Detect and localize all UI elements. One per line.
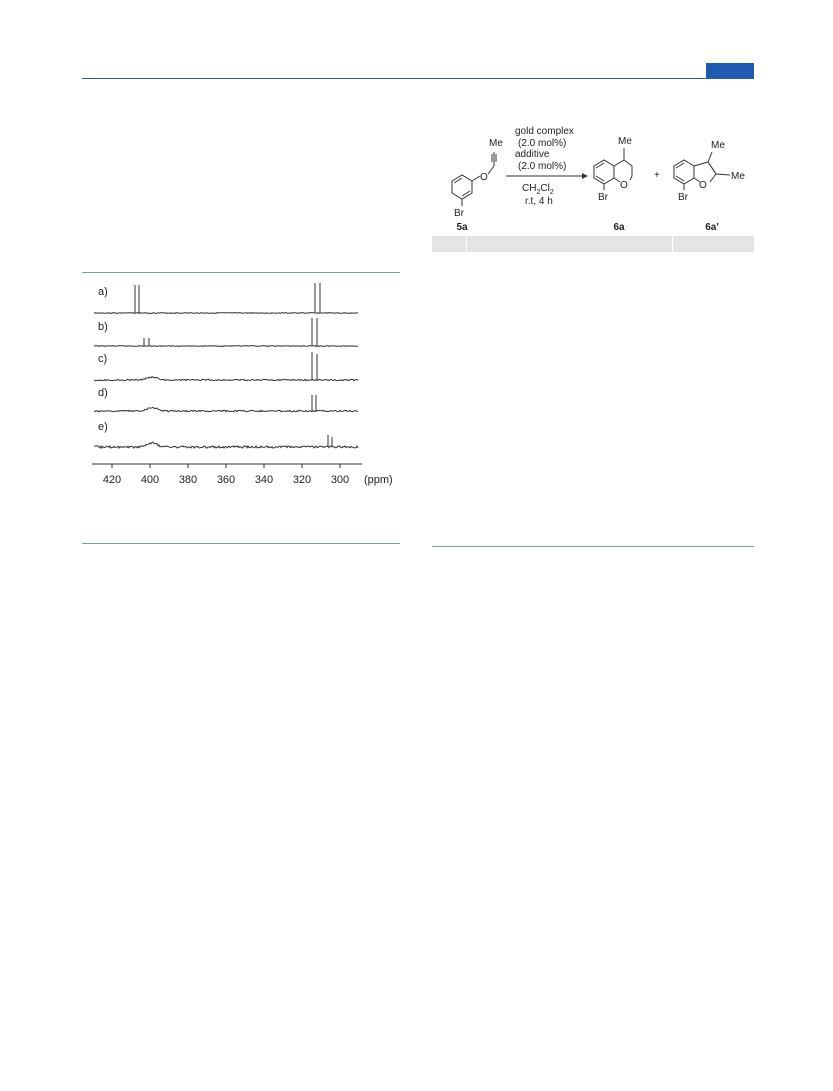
compound-6a-prime-o: O	[699, 180, 707, 191]
reagent-line-2: (2.0 mol%)	[518, 138, 567, 149]
table-bottom-rule	[432, 546, 754, 547]
spectrum-trace	[94, 313, 358, 314]
figure-bottom-rule	[82, 543, 400, 544]
x-axis-tick-label: 340	[254, 474, 274, 486]
compound-6a-prime-label: 6a'	[705, 222, 719, 233]
compound-6a-prime-me-top: Me	[711, 140, 725, 151]
spectrum-panel-label: a)	[98, 286, 108, 298]
x-axis-tick-label: 300	[330, 474, 350, 486]
table-header-divider	[672, 236, 673, 252]
spectrum-trace	[94, 377, 358, 381]
spectra-figure	[82, 280, 402, 495]
solvent-label: $CH_2Cl_2$	[522, 183, 554, 196]
compound-5a-label: 5a	[456, 222, 468, 233]
spectrum-trace	[94, 407, 358, 411]
spectrum-panel-label: d)	[98, 387, 108, 399]
x-axis-tick-label: 420	[102, 474, 122, 486]
reagent-line-1: gold complex	[515, 126, 574, 137]
spectrum-trace	[94, 442, 358, 448]
plus-sign: +	[654, 170, 660, 181]
conditions-label: r.t, 4 h	[525, 196, 553, 207]
compound-6a-label: 6a	[613, 222, 625, 233]
compound-5a-o: O	[480, 172, 488, 183]
reaction-scheme	[432, 118, 754, 236]
table-header-row	[432, 236, 754, 252]
figure-top-rule	[82, 272, 400, 273]
compound-6a-prime-br: Br	[678, 192, 688, 203]
reaction-arrowhead	[582, 173, 588, 179]
x-axis-tick-label: 400	[140, 474, 160, 486]
x-axis-unit: (ppm)	[364, 474, 393, 486]
reagent-line-4: (2.0 mol%)	[518, 161, 567, 172]
x-axis-tick-label: 320	[292, 474, 312, 486]
spectrum-panel-label: b)	[98, 321, 108, 333]
x-axis-tick-label: 380	[178, 474, 198, 486]
compound-5a-me: Me	[489, 138, 503, 149]
compound-6a-br: Br	[598, 192, 608, 203]
compound-6a-prime-me-right: Me	[731, 171, 745, 182]
spectrum-panel-label: e)	[98, 421, 108, 433]
page-header-rule	[82, 78, 754, 79]
compound-6a-me: Me	[618, 136, 632, 147]
compound-5a	[452, 152, 496, 206]
compound-5a-br: Br	[454, 208, 464, 219]
x-axis-tick-label: 360	[216, 474, 236, 486]
page-header-tab	[706, 63, 754, 78]
compound-6a-o: O	[620, 180, 628, 191]
spectrum-trace	[94, 346, 358, 347]
spectrum-panel-label: c)	[98, 353, 108, 365]
reagent-line-3: additive	[515, 149, 550, 160]
table-header-divider	[466, 236, 467, 252]
